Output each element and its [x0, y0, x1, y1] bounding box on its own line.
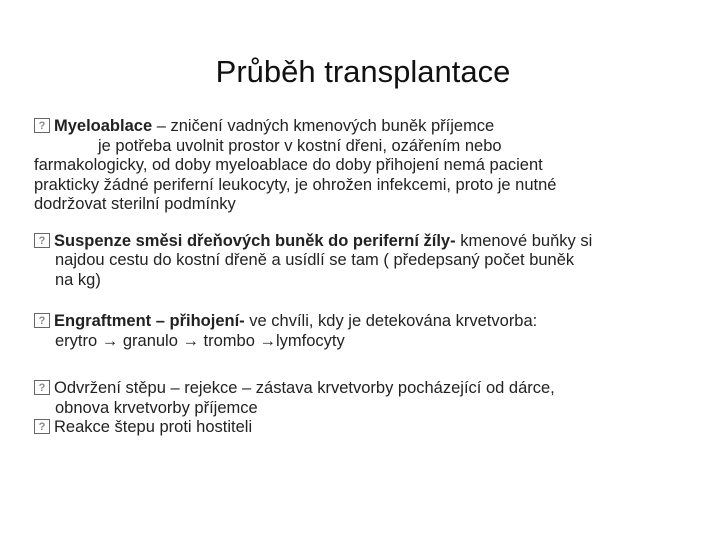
bullet-icon — [34, 313, 50, 328]
bullet-item-suspenze — [34, 232, 698, 291]
bullet-continuation: obnova krvetvorby příjemce — [55, 398, 258, 417]
bullet-continuation: na kg) — [55, 270, 101, 289]
bullet-continuation: erytro → granulo → trombo →lymfocyty — [55, 331, 345, 350]
bullet-line — [34, 418, 698, 438]
bullet-item-engraftment — [34, 312, 698, 351]
bullet-text: Odvržení stěpu – rejekce – zástava krvetvorby pocházející od dárce, — [54, 379, 555, 397]
slide-title: Průběh transplantace — [215, 54, 511, 89]
bullet-line — [34, 312, 698, 332]
bullet-term: Engraftment – přihojení- — [54, 312, 245, 330]
bullet-line — [34, 379, 698, 399]
bullet-continuation: je potřeba uvolnit prostor v kostní dřeni, ozářením nebo — [98, 136, 502, 155]
bullet-item-odvrzeni — [34, 379, 698, 418]
bullet-icon — [34, 419, 50, 434]
bullet-item-myeloablace — [34, 117, 698, 215]
bullet-continuation: dodržovat sterilní podmínky — [34, 195, 236, 213]
bullet-text: Reakce štepu proti hostiteli — [54, 418, 253, 436]
bullet-text: kmenové buňky si — [455, 231, 593, 250]
bullet-term: Myeloablace — [54, 117, 153, 135]
bullet-continuation: najdou cestu do kostní dřeně a usídlí se tam ( předepsaný počet buněk — [55, 251, 575, 269]
bullet-icon — [34, 118, 50, 133]
bullet-line — [34, 117, 698, 137]
bullet-line — [34, 232, 698, 252]
bullet-continuation: farmakologicky, od doby myeloablace do doby přihojení nemá pacient — [34, 156, 543, 174]
bullet-icon — [34, 380, 50, 395]
bullet-item-reakce — [34, 418, 698, 438]
bullet-text: ve chvíli, kdy je detekována krvetvorba: — [244, 312, 538, 330]
bullet-text: – zničení vadných kmenových buněk příjemce — [152, 117, 495, 135]
bullet-continuation: prakticky žádné periferní leukocyty, je ohrožen infekcemi, proto je nutné — [34, 175, 557, 194]
bullet-term: Suspenze směsi dřeňových buněk do periferní žíly- — [54, 231, 456, 250]
bullet-icon — [34, 233, 50, 248]
slide-content — [34, 117, 698, 438]
